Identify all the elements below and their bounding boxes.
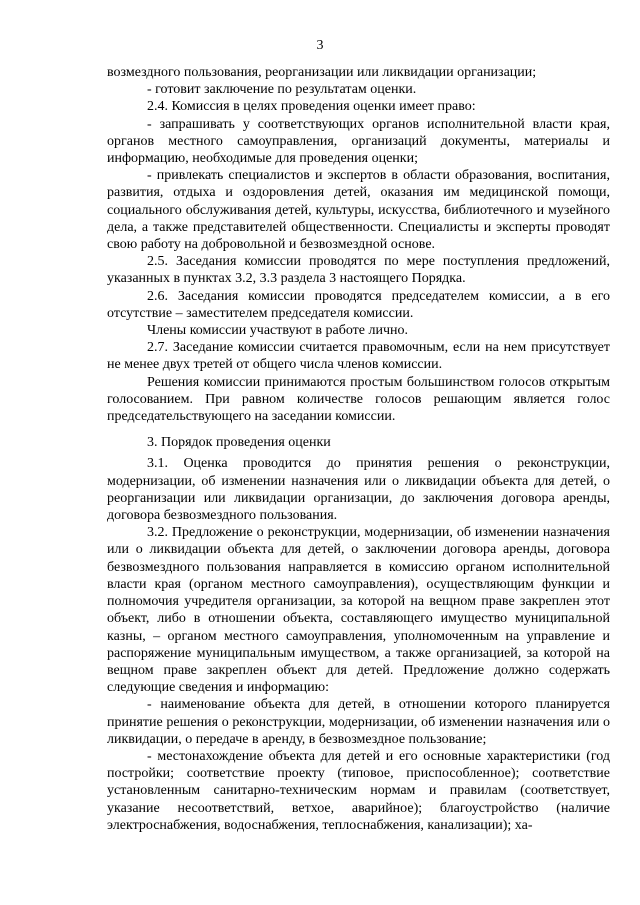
paragraph: - местонахождение объекта для детей и его основные характеристики (год постройки; соответствие проекту (типовое, приспособленное); соответствие установленным санитарно-техническим нормам и правилам (соответствует, указание несоответствий, ветхое, аварийное); благоустройство (наличие электроснабжения, водоснабжения, теплоснабжения, канализации); ха- [107,748,610,833]
document-body [107,64,610,834]
paragraph: 3.2. Предложение о реконструкции, модернизации, об изменении назначения или о ликвидации объекта для детей, о заключении договора аренды, договора безвозмездного пользования направляется в комиссию органом исполнительной власти края (органом местного самоуправления), осуществляющим функции и полномочия учредителя организации, за которой на вещном праве закреплен этот объект, либо в отношении объекта, составляющего имущество муниципальной казны, – органом местного самоуправления, уполномоченным на управление и распоряжение муниципальным имуществом, а также организацией, за которой на вещном праве закреплен объект для детей. Предложение должно содержать следующие сведения и информацию: [107,525,610,696]
paragraph: - привлекать специалистов и экспертов в области образования, воспитания, развития, отдыха и оздоровления детей, оказания им медицинской помощи, социального обслуживания детей, культуры, искусства, библиотечного и музейного дела, а также представителей общественности. Специалисты и эксперты проводят свою работу на добровольной и безвозмездной основе. [107,168,610,253]
paragraph: - наименование объекта для детей, в отношении которого планируется принятие решения о реконструкции, модернизации, об изменении назначения или о ликвидации, о передаче в аренду, в безвозмездное пользование; [107,697,610,747]
paragraph: - запрашивать у соответствующих органов исполнительной власти края, органов местного самоуправления, организаций документы, материалы и информацию, необходимые для проведения оценки; [107,116,610,167]
paragraph: 3.1. Оценка проводится до принятия решения о реконструкции, модернизации, об изменении назначения или о ликвидации объекта для детей, о реорганизации или ликвидации организации, до заключения договора аренды, договора безвозмездного пользования. [107,456,610,524]
paragraph: 2.4. Комиссия в целях проведения оценки имеет право: [147,99,476,115]
paragraph: 2.6. Заседания комиссии проводятся председателем комиссии, а в его отсутствие – заместителем председателя комиссии. [107,288,610,321]
paragraph: Члены комиссии участвуют в работе лично. [147,323,409,339]
paragraph: Решения комиссии принимаются простым большинством голосов открытым голосованием. При равном количестве голосов решающим является голос председательствующего на заседании комиссии. [107,374,610,425]
paragraph: - готовит заключение по результатам оценки. [147,82,417,98]
paragraph: возмездного пользования, реорганизации или ликвидации организации; [107,65,537,80]
section-heading: 3. Порядок проведения оценки [147,435,331,451]
paragraph: 2.7. Заседание комиссии считается правомочным, если на нем присутствует не менее двух третей от общего числа членов комиссии. [107,340,610,373]
paragraph: 2.5. Заседания комиссии проводятся по мере поступления предложений, указанных в пунктах 3.2, 3.3 раздела 3 настоящего Порядка. [107,254,610,287]
page-number: 3 [316,38,324,53]
